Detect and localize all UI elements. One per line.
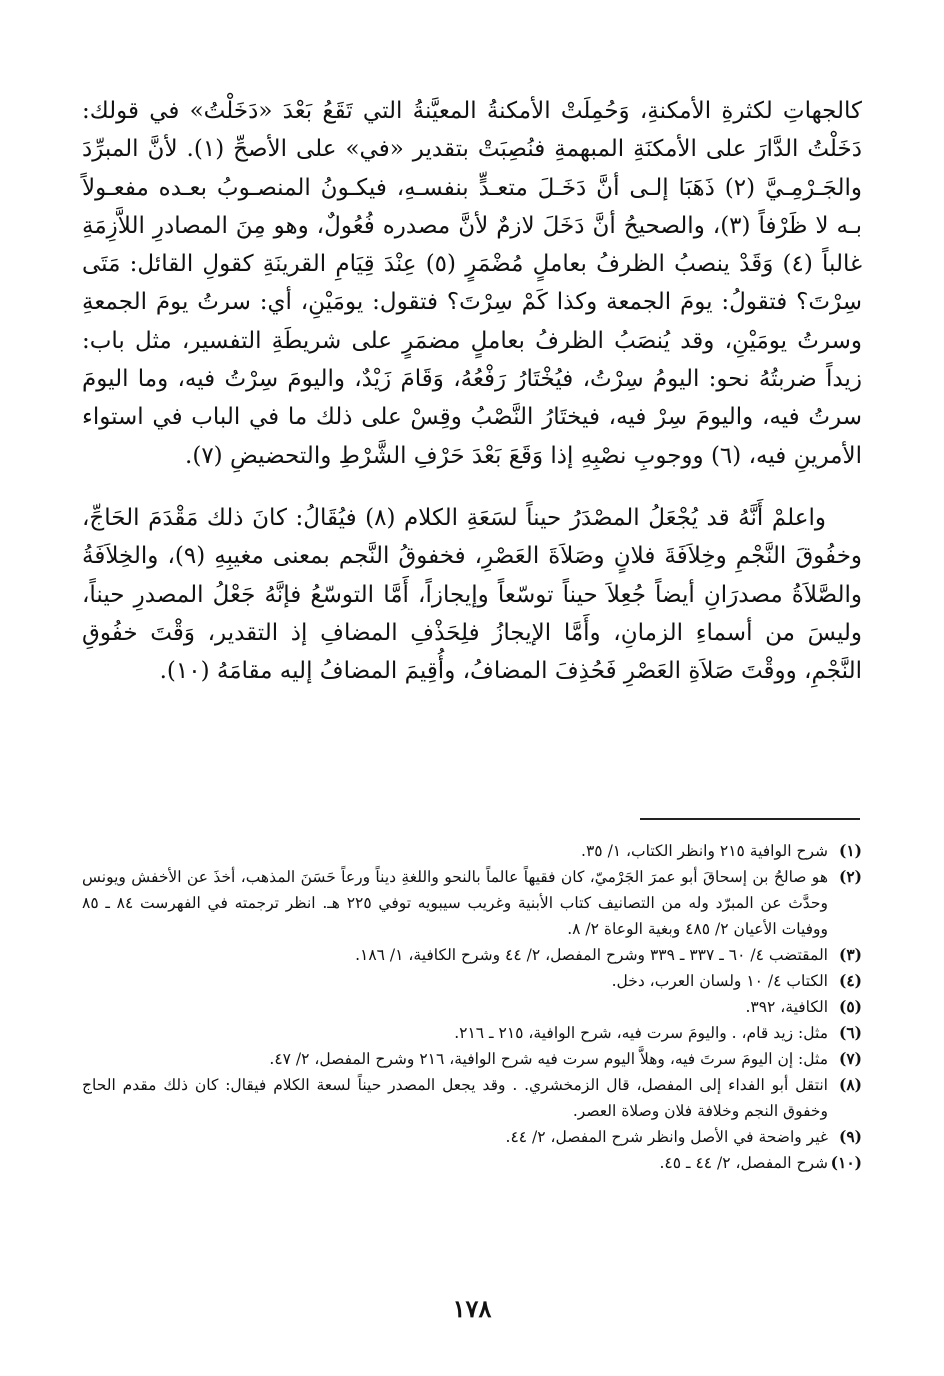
footnote-8 [82, 1072, 862, 1124]
footnote-3 [82, 942, 862, 968]
footnote-text: الكافية، ٣٩٢. [745, 998, 828, 1016]
footnote-7 [82, 1046, 862, 1072]
footnote-text: مثل: زيد قام، . واليومَ سرت فيه، شرح الوافية، ٢١٥ ـ ٢١٦. [454, 1024, 828, 1042]
footnote-9 [82, 1124, 862, 1150]
footnote-text: هو صالحُ بن إسحاقَ أبو عمرَ الجَرْميّ، كان فقيهاً عالماً بالنحو واللغةِ ديناً ورعاً حَسَنَ المذهب، أخذَ عن الأخفش ويونس وحدَّث عن المبرّد وله من التصانيف كتاب الأبنية وغريب سيبويه توفي ٢٢٥ هـ. انظر ترجمته في الفهرست ٨٤ ـ ٨٥ ووفيات الأعيان ٢/ ٤٨٥ وبغية الوعاة ٢/ ٨. [82, 868, 828, 938]
footnotes [82, 838, 862, 1176]
footnote-1 [82, 838, 862, 864]
footnote-number: (٤) [838, 971, 862, 990]
footnote-number: (٩) [838, 1127, 862, 1146]
footnote-number: (٣) [838, 945, 862, 964]
footnote-6 [82, 1020, 862, 1046]
footnote-text: شرح المفصل، ٢/ ٤٤ ـ ٤٥. [659, 1154, 828, 1172]
footnote-number: (٧) [838, 1049, 862, 1068]
footnote-text: المقتضب ٤/ ٦٠ ـ ٣٣٧ ـ ٣٣٩ وشرح المفصل، ٢/ ٤٤ وشرح الكافية، ١/ ١٨٦. [355, 946, 828, 964]
footnote-number: (٦) [838, 1023, 862, 1042]
footnote-2 [82, 864, 862, 942]
footnote-text: الكتاب ٤/ ١٠ ولسان العرب، دخل. [611, 972, 828, 990]
footnote-10 [82, 1150, 862, 1176]
footnote-number: (٨) [838, 1075, 862, 1094]
footnote-text: انتقل أبو الفداء إلى المفصل، قال الزمخشري. . وقد يجعل المصدر حيناً لسعة الكلام فيقال: كان ذلك مقدم الحاج وخفوق النجم وخلافة فلان وصلاة العصر. [82, 1076, 828, 1120]
footnote-text: شرح الوافية ٢١٥ وانظر الكتاب، ١/ ٣٥. [581, 842, 828, 860]
paragraph-2: واعلمْ أَنَّهُ قد يُجْعَلُ المصْدَرُ حيناً لسَعَةِ الكلام (٨) فيُقَالُ: كانَ ذلك مَقْدَمَ الحَاجِّ، وخفُوقَ النَّجْمِ وخِلاَفَةَ فلانٍ وصَلاَةَ العَصْرِ، فخفوقُ النَّجم بمعنى مغيبِهِ (٩)، والخِلاَفَةُ والصَّلاَةُ مصدرَانِ أيضاً جُعِلاَ حيناً توسّعاً وإيجازاً، أَمَّا التوسّعُ فإنَّهُ جَعْلُ المصدرِ حيناً، وليسَ من أسماءِ الزمانِ، وأَمَّا الإيجازُ فلِحَذْفِ المضافِ إذ التقدير، وَقْتَ خفُوقِ النَّجْمِ، ووقْتَ صَلاَةِ العَصْرِ فَحُذِفَ المضافُ، وأُقِيمَ المضافُ إليه مقامَهُ (١٠). [82, 504, 863, 685]
main-text [82, 92, 862, 690]
footnote-5 [82, 994, 862, 1020]
paragraph-1: كالجهاتِ لكثرةِ الأمكنةِ، وَحُمِلَتْ الأمكنةُ المعيَّنةُ التي تَقَعُ بَعْدَ «دَخَلْتُ» في قولك: دَخَلْتُ الدَّارَ على الأمكنَةِ المبهمةِ فنُصِبَتْ بتقدير «في» على الأصحِّ (١). لأنَّ المبرِّدَ والجَـرْمِـيَّ (٢) ذَهَبَا إلـى أنَّ دَخَـلَ متعـدٍّ بنفسـهِ، فيكـونُ المنصـوبُ بعـده مفعـولاً بـه لا ظَرْفاً (٣)، والصحيحُ أنَّ دَخَلَ لازمٌ لأنَّ مصدره فُعُولٌ، وهو مِنَ المصادرِ اللاَّزِمَةِ غالباً (٤) وَقَدْ ينصبُ الظرفُ بعاملٍ مُضْمَرٍ (٥) عِنْدَ قِيَامِ القرينَةِ كقولِ القائل: مَتَى سِرْتَ؟ فتقولُ: يومَ الجمعة وكذا كَمْ سِرْتَ؟ فتقول: يومَيْنِ، أي: سرتُ يومَ الجمعةِ وسرتُ يومَيْنِ، وقد يُنصَبُ الظرفُ بعاملٍ مضمَرٍ على شريطَةِ التفسير، مثل باب: زيداً ضربتُهُ نحو: اليومُ سِرْتُ، فيُخْتَارُ رَفْعُهُ، وَقَامَ زَيْدٌ، واليومَ سِرْتُ فيه، وما اليومَ سرتُ فيه، واليومَ سِرْ فيه، فيختَارُ النَّصْبُ وقِسْ على ذلك ما في الباب في استواء الأمرينِ فيه، (٦) ووجوبِ نصْبِهِ إذا وَقَعَ بَعْدَ حَرْفِ الشَّرْطِ والتحضيضِ (٧). [82, 98, 863, 469]
page-number: ١٧٨ [452, 1294, 492, 1323]
footnote-number: (١) [838, 841, 862, 860]
footnote-text: مثل: إن اليومَ سرتَ فيه، وهلاَّ اليوم سرت فيه شرح الوافية، ٢١٦ وشرح المفصل، ٢/ ٤٧. [269, 1050, 828, 1068]
footnote-text: غير واضحة في الأصل وانظر شرح المفصل، ٢/ ٤٤. [505, 1128, 828, 1146]
footnote-number: (٢) [838, 867, 862, 886]
footnote-separator [640, 818, 860, 820]
footnote-number: (١٠) [830, 1153, 862, 1172]
footnote-number: (٥) [838, 997, 862, 1016]
footnote-4 [82, 968, 862, 994]
